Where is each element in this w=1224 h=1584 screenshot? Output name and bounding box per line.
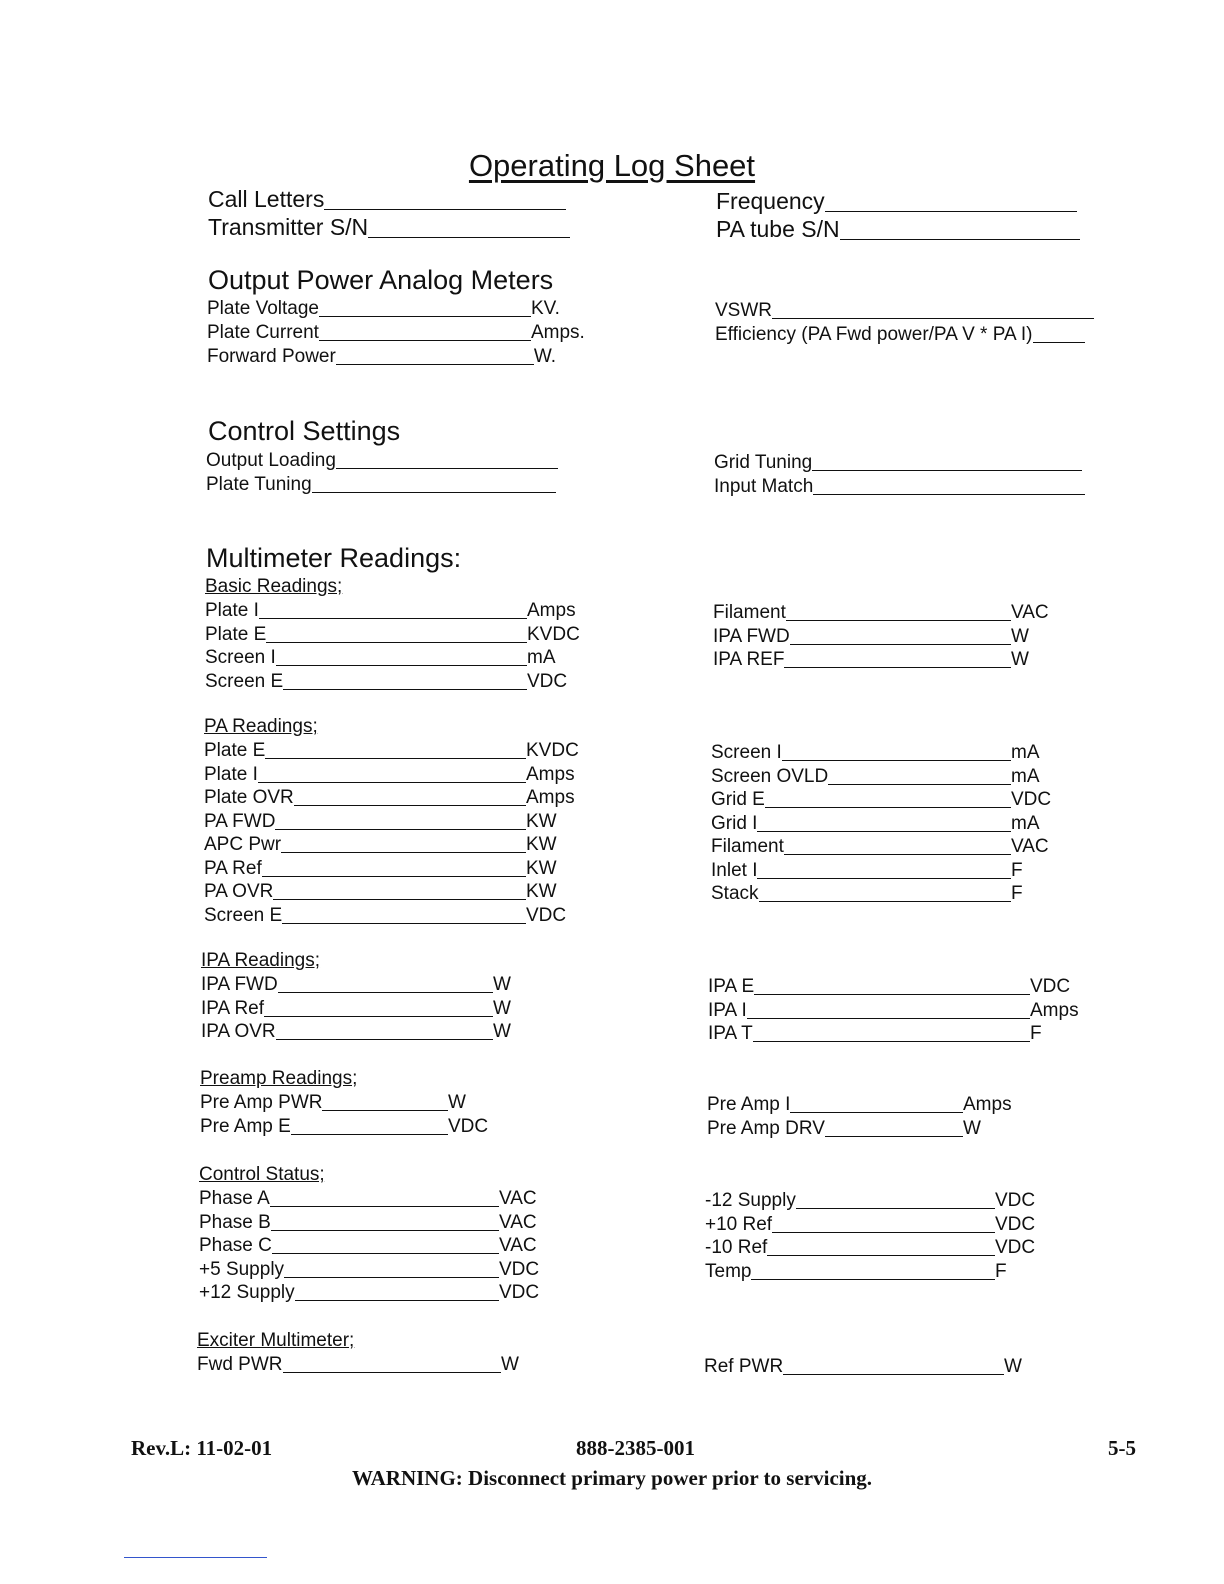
ipa-right-2-label: IPA T [708, 1023, 753, 1044]
ipa-left-2-label: IPA OVR [201, 1021, 276, 1042]
ipa-right-1-label: IPA I [708, 999, 747, 1021]
corner-rule [124, 1557, 267, 1558]
pa-right-2-line[interactable] [765, 807, 1011, 808]
preamp-left-1-line[interactable] [291, 1134, 448, 1135]
exciter-right-0-label: Ref PWR [704, 1356, 784, 1377]
pa-left-7-label: Screen E [204, 904, 283, 926]
ipa-left-2-unit: W [493, 1021, 511, 1042]
plate-voltage-label: Plate Voltage [207, 298, 319, 319]
pa-tube-sn-line[interactable] [840, 239, 1080, 240]
pa-left-6-line[interactable] [273, 899, 526, 900]
efficiency-field[interactable] [715, 324, 1085, 346]
pa-left-2-label: Plate OVR [204, 787, 294, 808]
basic-left-3-label: Screen E [205, 670, 284, 692]
call-letters-field[interactable] [208, 186, 566, 213]
output-loading-label: Output Loading [206, 450, 336, 471]
control-status-right-2-label: -10 Ref [705, 1237, 768, 1258]
basic-left-0-line[interactable] [259, 618, 527, 619]
page-number: 5-5 [1108, 1436, 1136, 1460]
pa-left-5-label: PA Ref [204, 857, 262, 879]
basic-right-2-line[interactable] [784, 667, 1011, 668]
forward-power-line[interactable] [336, 364, 534, 365]
pa-readings-heading: PA Readings; [204, 716, 318, 737]
input-match-line[interactable] [813, 494, 1085, 495]
preamp-right-0-label: Pre Amp I [707, 1094, 791, 1115]
control-status-right-2-field[interactable] [705, 1237, 1035, 1259]
ipa-right-2-line[interactable] [753, 1041, 1030, 1042]
pa-right-0-label: Screen I [711, 742, 782, 763]
control-status-right-0-field[interactable] [705, 1190, 1035, 1212]
control-status-left-4-unit: VDC [499, 1282, 540, 1303]
basic-left-2-line[interactable] [276, 665, 527, 666]
pa-left-6-field[interactable] [204, 881, 557, 903]
pa-right-6-label: Stack [711, 883, 759, 904]
control-status-right-3-unit: F [995, 1260, 1007, 1282]
control-status-left-3-line[interactable] [284, 1277, 499, 1278]
pa-right-4-label: Filament [711, 836, 784, 857]
efficiency-label: Efficiency (PA Fwd power/PA V * PA I) [715, 324, 1033, 345]
ipa-right-2-unit: F [1030, 1023, 1042, 1044]
basic-left-3-field[interactable] [205, 671, 567, 693]
preamp-right-0-unit: Amps [963, 1094, 1012, 1115]
grid-tuning-field[interactable] [714, 452, 1082, 474]
basic-right-2-label: IPA REF [713, 649, 785, 670]
control-status-left-3-field[interactable] [199, 1259, 539, 1281]
control-status-left-2-field[interactable] [199, 1235, 537, 1257]
control-status-left-1-field[interactable] [199, 1212, 537, 1234]
pa-left-3-label: PA FWD [204, 810, 276, 832]
control-status-right-3-line[interactable] [751, 1279, 995, 1280]
plate-current-line[interactable] [319, 340, 531, 341]
control-status-right-3-field[interactable] [705, 1261, 1007, 1283]
pa-left-3-field[interactable] [204, 811, 557, 833]
pa-left-2-line[interactable] [294, 805, 526, 806]
plate-voltage-line[interactable] [319, 316, 531, 317]
control-status-left-0-line[interactable] [270, 1206, 499, 1207]
pa-right-6-unit: F [1011, 883, 1023, 904]
basic-left-3-line[interactable] [283, 689, 527, 690]
plate-tuning-label: Plate Tuning [206, 474, 312, 495]
preamp-right-1-label: Pre Amp DRV [707, 1117, 825, 1139]
ipa-right-0-field[interactable] [708, 976, 1070, 998]
control-status-right-3-label: Temp [705, 1260, 752, 1282]
control-settings-heading: Control Settings [208, 416, 401, 446]
pa-left-4-unit: KW [526, 834, 557, 855]
ipa-left-1-label: IPA Ref [201, 997, 265, 1019]
pa-right-4-line[interactable] [784, 854, 1011, 855]
control-status-left-3-unit: VDC [499, 1258, 540, 1280]
pa-right-1-label: Screen OVLD [711, 765, 829, 787]
pa-right-1-unit: mA [1011, 765, 1040, 787]
basic-right-0-unit: VAC [1011, 602, 1049, 623]
ipa-readings-heading: IPA Readings; [201, 950, 321, 971]
pa-left-1-field[interactable] [204, 764, 575, 786]
pa-right-6-line[interactable] [759, 901, 1011, 902]
pa-right-5-field[interactable] [711, 860, 1023, 882]
pa-left-4-label: APC Pwr [204, 834, 282, 855]
preamp-right-1-unit: W [963, 1117, 981, 1139]
pa-right-4-unit: VAC [1011, 836, 1049, 857]
ipa-left-2-field[interactable] [201, 1021, 511, 1043]
pa-left-0-line[interactable] [265, 758, 526, 759]
transmitter-sn-field[interactable] [208, 214, 570, 241]
ipa-left-1-line[interactable] [264, 1016, 493, 1017]
pa-right-3-line[interactable] [757, 831, 1011, 832]
ipa-right-1-field[interactable] [708, 1000, 1079, 1022]
control-status-right-1-unit: VDC [995, 1213, 1036, 1235]
ipa-right-0-line[interactable] [754, 994, 1030, 995]
basic-readings-heading: Basic Readings; [205, 576, 343, 597]
plate-current-field[interactable] [207, 322, 585, 344]
preamp-readings-heading: Preamp Readings; [200, 1068, 358, 1089]
pa-right-2-label: Grid E [711, 789, 765, 810]
transmitter-sn-label: Transmitter S/N [208, 214, 369, 240]
ipa-left-0-unit: W [493, 974, 511, 995]
pa-right-3-unit: mA [1011, 812, 1040, 834]
preamp-left-0-field[interactable] [200, 1092, 466, 1114]
efficiency-line[interactable] [1033, 342, 1085, 343]
vswr-label: VSWR [715, 300, 772, 321]
control-status-right-2-unit: VDC [995, 1237, 1036, 1258]
pa-right-2-field[interactable] [711, 789, 1051, 811]
pa-left-4-line[interactable] [281, 852, 526, 853]
plate-current-unit: Amps. [530, 322, 585, 343]
exciter-left-0-field[interactable] [197, 1354, 519, 1376]
exciter-readings-heading: Exciter Multimeter; [197, 1330, 355, 1351]
ipa-right-0-label: IPA E [708, 976, 755, 997]
basic-left-0-field[interactable] [205, 600, 576, 622]
ipa-left-1-field[interactable] [201, 998, 511, 1020]
pa-left-6-label: PA OVR [204, 881, 274, 902]
control-status-left-0-field[interactable] [199, 1188, 537, 1210]
call-letters-line[interactable] [324, 209, 566, 210]
basic-left-2-field[interactable] [205, 647, 556, 669]
control-status-readings-heading: Control Status; [199, 1164, 325, 1185]
output-loading-line[interactable] [336, 468, 558, 469]
forward-power-unit: W. [533, 346, 556, 367]
frequency-label: Frequency [716, 188, 825, 214]
control-status-left-4-line[interactable] [295, 1300, 499, 1301]
basic-left-1-unit: KVDC [527, 623, 580, 645]
pa-left-5-unit: KW [526, 857, 557, 879]
pa-right-4-field[interactable] [711, 836, 1049, 858]
basic-left-3-unit: VDC [527, 670, 568, 692]
basic-left-0-label: Plate I [205, 600, 259, 621]
preamp-right-0-line[interactable] [790, 1112, 963, 1113]
exciter-right-0-field[interactable] [704, 1356, 1022, 1378]
preamp-left-0-line[interactable] [322, 1110, 448, 1111]
basic-left-2-label: Screen I [205, 647, 276, 668]
call-letters-label: Call Letters [208, 186, 325, 212]
pa-right-3-field[interactable] [711, 813, 1040, 835]
pa-left-7-line[interactable] [282, 923, 526, 924]
control-status-right-1-label: +10 Ref [705, 1213, 773, 1235]
ipa-right-0-unit: VDC [1030, 976, 1071, 997]
exciter-left-0-label: Fwd PWR [197, 1354, 283, 1375]
basic-right-1-unit: W [1011, 625, 1029, 647]
control-status-right-0-line[interactable] [796, 1208, 995, 1209]
basic-right-0-field[interactable] [713, 602, 1049, 624]
preamp-left-0-unit: W [448, 1092, 466, 1113]
pa-left-5-field[interactable] [204, 858, 557, 880]
plate-voltage-unit: KV. [530, 298, 560, 319]
ipa-right-1-line[interactable] [747, 1018, 1030, 1019]
basic-right-1-label: IPA FWD [713, 625, 790, 647]
pa-right-5-unit: F [1011, 859, 1023, 881]
basic-right-1-line[interactable] [790, 644, 1011, 645]
ipa-left-0-line[interactable] [278, 992, 493, 993]
vswr-line[interactable] [772, 318, 1094, 319]
pa-right-5-line[interactable] [757, 878, 1011, 879]
transmitter-sn-line[interactable] [368, 237, 570, 238]
pa-left-5-line[interactable] [262, 876, 526, 877]
basic-right-1-field[interactable] [713, 626, 1029, 648]
page-title: Operating Log Sheet [468, 148, 756, 183]
control-status-left-4-label: +12 Supply [199, 1282, 295, 1303]
ipa-left-2-line[interactable] [276, 1039, 493, 1040]
pa-left-0-label: Plate E [204, 740, 266, 761]
frequency-line[interactable] [825, 211, 1077, 212]
input-match-field[interactable] [714, 476, 1085, 498]
basic-left-1-line[interactable] [266, 642, 527, 643]
output-loading-field[interactable] [206, 450, 558, 472]
control-status-right-0-unit: VDC [995, 1190, 1036, 1211]
revision-label: Rev.L: 11-02-01 [131, 1436, 273, 1460]
pa-left-2-unit: Amps [526, 787, 575, 808]
basic-right-2-field[interactable] [713, 649, 1029, 671]
control-status-right-0-label: -12 Supply [705, 1190, 796, 1211]
pa-right-0-unit: mA [1011, 742, 1040, 763]
basic-left-0-unit: Amps [527, 600, 576, 621]
plate-current-label: Plate Current [207, 322, 319, 343]
pa-right-1-line[interactable] [828, 784, 1011, 785]
preamp-left-1-field[interactable] [200, 1116, 488, 1138]
exciter-left-0-unit: W [501, 1354, 519, 1375]
pa-left-3-line[interactable] [275, 829, 526, 830]
pa-left-1-unit: Amps [526, 763, 575, 785]
pa-right-1-field[interactable] [711, 766, 1040, 788]
plate-tuning-line[interactable] [312, 492, 556, 493]
ipa-left-1-unit: W [493, 997, 511, 1019]
multimeter-heading: Multimeter Readings: [206, 543, 462, 573]
control-status-left-0-label: Phase A [199, 1188, 270, 1209]
pa-left-0-field[interactable] [204, 740, 579, 762]
grid-tuning-line[interactable] [812, 470, 1082, 471]
pa-right-5-label: Inlet I [711, 859, 758, 881]
basic-right-2-unit: W [1011, 649, 1029, 670]
pa-right-0-line[interactable] [782, 760, 1011, 761]
part-number: 888-2385-001 [576, 1436, 695, 1460]
warning-text: WARNING: Disconnect primary power prior to servicing. [351, 1466, 873, 1490]
preamp-right-1-line[interactable] [825, 1136, 963, 1137]
forward-power-field[interactable] [207, 346, 556, 368]
preamp-left-0-label: Pre Amp PWR [200, 1092, 323, 1113]
pa-right-6-field[interactable] [711, 883, 1023, 905]
control-status-left-1-unit: VAC [499, 1211, 537, 1233]
ipa-right-1-unit: Amps [1030, 999, 1079, 1021]
basic-right-0-line[interactable] [786, 620, 1011, 621]
pa-left-3-unit: KW [526, 810, 557, 832]
control-status-left-2-unit: VAC [499, 1235, 537, 1256]
exciter-left-0-line[interactable] [283, 1372, 502, 1373]
pa-left-6-unit: KW [526, 881, 557, 902]
pa-left-7-field[interactable] [204, 905, 566, 927]
basic-left-2-unit: mA [527, 647, 556, 668]
pa-left-7-unit: VDC [526, 904, 567, 926]
pa-right-3-label: Grid I [711, 812, 758, 834]
basic-left-1-label: Plate E [205, 623, 267, 645]
preamp-left-1-unit: VDC [448, 1115, 489, 1137]
preamp-left-1-label: Pre Amp E [200, 1115, 291, 1137]
input-match-label: Input Match [714, 476, 814, 497]
control-status-left-4-field[interactable] [199, 1282, 539, 1304]
control-status-left-2-label: Phase C [199, 1235, 272, 1256]
pa-tube-sn-field[interactable] [716, 216, 1080, 243]
exciter-right-0-line[interactable] [783, 1374, 1004, 1375]
ipa-left-0-field[interactable] [201, 974, 511, 996]
forward-power-label: Forward Power [207, 346, 336, 367]
pa-right-0-field[interactable] [711, 742, 1040, 764]
pa-left-2-field[interactable] [204, 787, 575, 809]
frequency-field[interactable] [716, 188, 1077, 215]
pa-left-1-label: Plate I [204, 763, 258, 785]
basic-left-1-field[interactable] [205, 624, 580, 646]
exciter-right-0-unit: W [1004, 1356, 1022, 1377]
pa-left-4-field[interactable] [204, 834, 557, 856]
control-status-left-1-line[interactable] [271, 1230, 499, 1231]
basic-right-0-label: Filament [713, 602, 786, 623]
pa-left-0-unit: KVDC [526, 740, 579, 761]
control-status-right-2-line[interactable] [767, 1255, 995, 1256]
pa-left-1-line[interactable] [258, 782, 526, 783]
control-status-left-2-line[interactable] [272, 1253, 499, 1254]
plate-tuning-field[interactable] [206, 474, 556, 496]
vswr-field[interactable] [715, 300, 1094, 322]
preamp-right-1-field[interactable] [707, 1118, 981, 1140]
preamp-right-0-field[interactable] [707, 1094, 1012, 1116]
control-status-left-1-label: Phase B [199, 1211, 271, 1233]
pa-tube-sn-label: PA tube S/N [716, 216, 840, 242]
control-status-left-3-label: +5 Supply [199, 1258, 285, 1280]
grid-tuning-label: Grid Tuning [714, 452, 813, 473]
plate-voltage-field[interactable] [207, 298, 560, 320]
ipa-left-0-label: IPA FWD [201, 974, 278, 995]
control-status-right-1-line[interactable] [772, 1232, 995, 1233]
ipa-right-2-field[interactable] [708, 1023, 1042, 1045]
pa-right-2-unit: VDC [1011, 789, 1052, 810]
control-status-right-1-field[interactable] [705, 1214, 1035, 1236]
control-status-left-0-unit: VAC [499, 1188, 537, 1209]
output-power-heading: Output Power Analog Meters [208, 265, 554, 295]
